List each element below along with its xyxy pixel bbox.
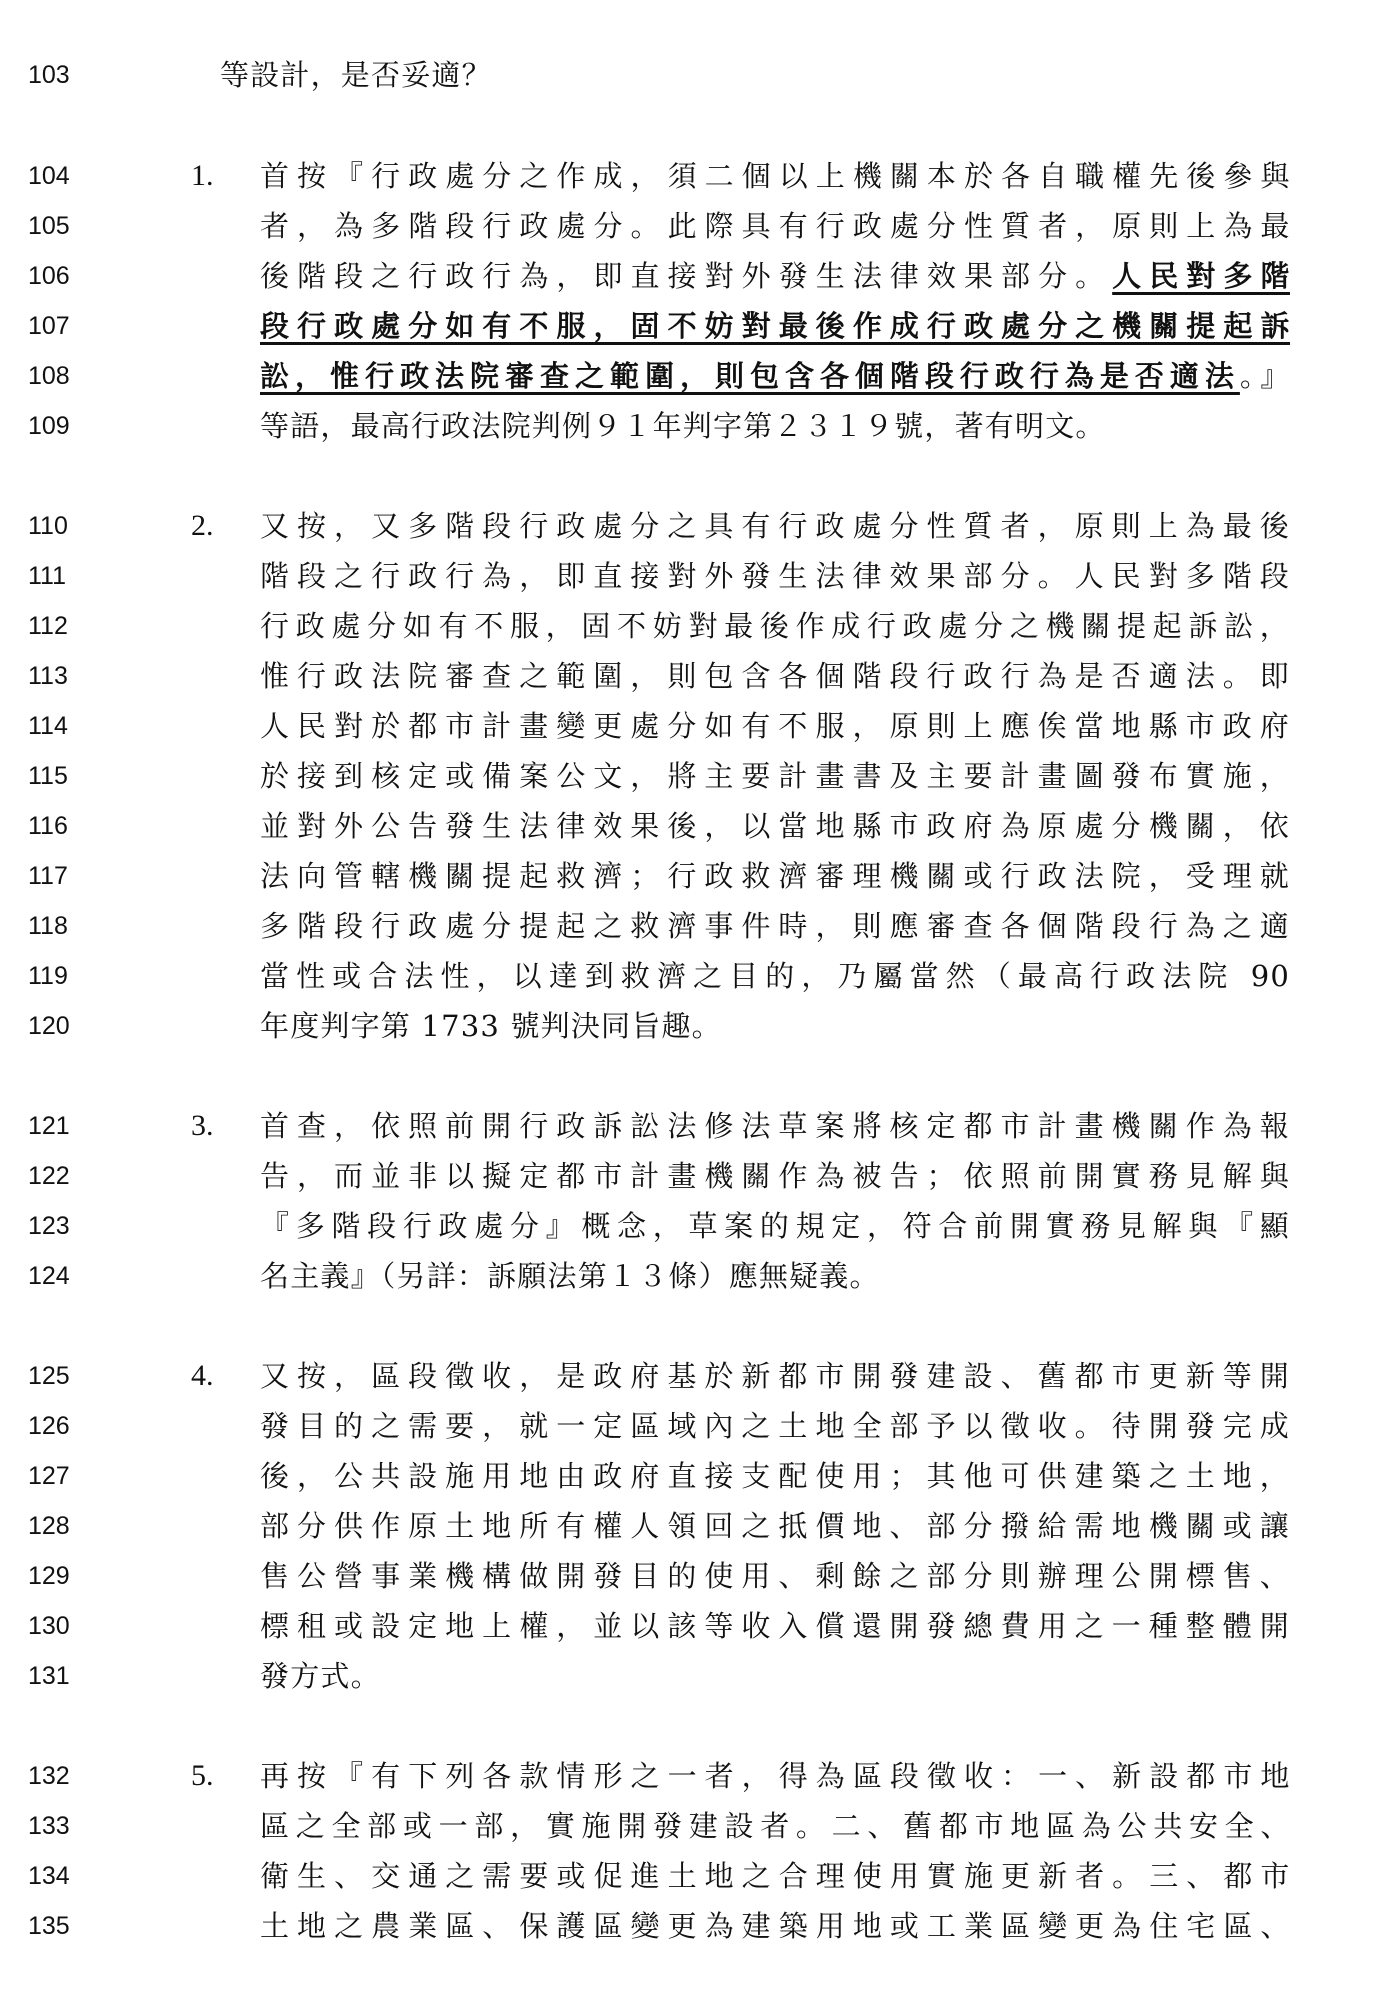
line-number: 115	[28, 762, 68, 790]
document-line	[0, 701, 1379, 751]
text-run: 年度判字第 1733 號判決同旨趣。	[260, 1009, 722, 1043]
line-text	[220, 50, 1250, 100]
text-run: 法向管轄機關提起救濟；行政救濟審理機關或行政法院，受理就	[260, 859, 1290, 893]
text-run: 售公營事業機構做開發目的使用、剩餘之部分則辦理公開標售、	[260, 1559, 1290, 1593]
line-text	[260, 1751, 1290, 1801]
emphasized-text: 段行政處分如有不服，固不妨對最後作成行政處分之機關提起訴	[260, 309, 1290, 343]
text-run: 告，而並非以擬定都市計畫機關作為被告；依照前開實務見解與	[260, 1159, 1290, 1193]
line-text	[260, 251, 1290, 301]
text-run: 首按『行政處分之作成，須二個以上機關本於各自職權先後參與	[260, 159, 1290, 193]
document-line	[0, 1451, 1379, 1501]
line-number: 121	[28, 1112, 70, 1140]
text-run: 行政處分如有不服，固不妨對最後作成行政處分之機關提起訴訟，	[260, 609, 1290, 643]
line-number: 134	[28, 1862, 70, 1890]
line-text	[260, 501, 1290, 551]
text-run: 後階段之行政行為，即直接對外發生法律效果部分。	[260, 259, 1113, 293]
line-text	[260, 751, 1290, 801]
text-run: 又按，又多階段行政處分之具有行政處分性質者，原則上為最後	[260, 509, 1290, 543]
list-marker: 5.	[191, 1759, 214, 1792]
list-marker: 1.	[191, 159, 214, 192]
line-text	[260, 1501, 1290, 1551]
document-line	[0, 1001, 1379, 1051]
line-text	[260, 401, 1290, 451]
emphasized-text: 訟，惟行政法院審查之範圍，則包含各個階段行政行為是否適法	[260, 359, 1240, 393]
line-text	[260, 1351, 1290, 1401]
text-run: 土地之農業區、保護區變更為建築用地或工業區變更為住宅區、	[260, 1909, 1290, 1943]
text-run: 並對外公告發生法律效果後，以當地縣市政府為原處分機關，依	[260, 809, 1290, 843]
line-number: 135	[28, 1912, 70, 1940]
document-line	[0, 1351, 1379, 1401]
text-run: 區之全部或一部，實施開發建設者。二、舊都市地區為公共安全、	[260, 1809, 1290, 1843]
line-number: 119	[28, 962, 68, 990]
text-run: 階段之行政行為，即直接對外發生法律效果部分。人民對多階段	[260, 559, 1290, 593]
document-line	[0, 351, 1379, 401]
line-text	[260, 801, 1290, 851]
document-line	[0, 551, 1379, 601]
line-text	[260, 1901, 1290, 1951]
line-number: 124	[28, 1262, 70, 1290]
document-line	[0, 1601, 1379, 1651]
line-number: 125	[28, 1362, 70, 1390]
line-text	[260, 1201, 1290, 1251]
document-line	[0, 751, 1379, 801]
document-line	[0, 1201, 1379, 1251]
document-line	[0, 1551, 1379, 1601]
line-text	[260, 951, 1290, 1001]
line-number: 104	[28, 162, 70, 190]
document-line	[0, 801, 1379, 851]
document-line	[0, 1801, 1379, 1851]
text-run: 。』	[1239, 359, 1290, 393]
document-line	[0, 601, 1379, 651]
line-text	[260, 601, 1290, 651]
document-line	[0, 50, 1379, 100]
line-number: 129	[28, 1562, 70, 1590]
text-run: 後，公共設施用地由政府直接支配使用；其他可供建築之土地，	[260, 1459, 1290, 1493]
line-text	[260, 1601, 1290, 1651]
text-run: 衛生、交通之需要或促進土地之合理使用實施更新者。三、都市	[260, 1859, 1290, 1893]
line-number: 131	[28, 1662, 70, 1690]
document-line	[0, 1101, 1379, 1151]
line-number: 106	[28, 262, 70, 290]
text-run: 者，為多階段行政處分。此際具有行政處分性質者，原則上為最	[260, 209, 1290, 243]
text-run: 部分供作原土地所有權人領回之抵價地、部分撥給需地機關或讓	[260, 1509, 1290, 1543]
text-run: 人民對於都市計畫變更處分如有不服，原則上應俟當地縣市政府	[260, 709, 1290, 743]
document-line	[0, 1651, 1379, 1701]
line-text	[260, 1651, 1290, 1701]
line-number: 108	[28, 362, 70, 390]
line-number: 105	[28, 212, 70, 240]
text-run: 首查，依照前開行政訴訟法修法草案將核定都市計畫機關作為報	[260, 1109, 1290, 1143]
line-text	[260, 701, 1290, 751]
document-line	[0, 1851, 1379, 1901]
list-marker: 4.	[191, 1359, 214, 1392]
text-run: 名主義』（另詳：訴願法第１３條）應無疑義。	[260, 1259, 880, 1293]
line-text	[260, 301, 1290, 351]
line-text	[260, 1251, 1290, 1301]
line-text	[260, 1801, 1290, 1851]
document-line	[0, 501, 1379, 551]
line-text	[260, 901, 1290, 951]
list-marker: 2.	[191, 509, 214, 542]
line-text	[260, 1851, 1290, 1901]
document-line	[0, 901, 1379, 951]
document-line	[0, 251, 1379, 301]
line-text	[260, 1551, 1290, 1601]
line-text	[260, 1401, 1290, 1451]
line-number: 113	[28, 662, 68, 690]
line-text	[260, 1001, 1290, 1051]
line-number: 123	[28, 1212, 70, 1240]
document-line	[0, 851, 1379, 901]
document-line	[0, 151, 1379, 201]
text-run: 『多階段行政處分』概念，草案的規定，符合前開實務見解與『顯	[260, 1209, 1290, 1243]
line-text	[260, 351, 1290, 401]
line-number: 128	[28, 1512, 70, 1540]
line-number: 112	[28, 612, 68, 640]
document-line	[0, 201, 1379, 251]
document-line	[0, 1401, 1379, 1451]
line-text	[260, 851, 1290, 901]
line-number: 130	[28, 1612, 70, 1640]
line-text	[260, 151, 1290, 201]
text-run: 標租或設定地上權，並以該等收入償還開發總費用之一種整體開	[260, 1609, 1290, 1643]
line-number: 122	[28, 1162, 70, 1190]
line-text	[260, 551, 1290, 601]
line-number: 126	[28, 1412, 70, 1440]
line-number: 132	[28, 1762, 70, 1790]
line-number: 116	[28, 812, 68, 840]
line-number: 103	[28, 61, 70, 89]
document-line	[0, 1901, 1379, 1951]
line-number: 114	[28, 712, 68, 740]
line-text	[260, 1101, 1290, 1151]
line-number: 117	[28, 862, 68, 890]
emphasized-text: 人民對多階	[1112, 259, 1290, 293]
line-number: 110	[28, 512, 68, 540]
document-line	[0, 1151, 1379, 1201]
document-line	[0, 401, 1379, 451]
document-line	[0, 301, 1379, 351]
list-marker: 3.	[191, 1109, 214, 1142]
text-run: 當性或合法性，以達到救濟之目的，乃屬當然（最高行政法院 90	[260, 959, 1290, 993]
document-line	[0, 1501, 1379, 1551]
document-line	[0, 1251, 1379, 1301]
line-number: 127	[28, 1462, 70, 1490]
line-number: 118	[28, 912, 68, 940]
text-run: 等語，最高行政法院判例９１年判字第２３１９號，著有明文。	[260, 409, 1106, 443]
line-text	[260, 1151, 1290, 1201]
line-number: 109	[28, 412, 70, 440]
text-run: 等設計，是否妥適？	[220, 58, 492, 92]
text-run: 發方式。	[260, 1659, 381, 1693]
line-number: 111	[28, 562, 67, 590]
text-run: 發目的之需要，就一定區域內之土地全部予以徵收。待開發完成	[260, 1409, 1290, 1443]
line-text	[260, 651, 1290, 701]
document-line	[0, 651, 1379, 701]
text-run: 再按『有下列各款情形之一者，得為區段徵收：一、新設都市地	[260, 1759, 1290, 1793]
text-run: 多階段行政處分提起之救濟事件時，則應審查各個階段行為之適	[260, 909, 1290, 943]
text-run: 又按，區段徵收，是政府基於新都市開發建設、舊都市更新等開	[260, 1359, 1290, 1393]
document-line	[0, 1751, 1379, 1801]
line-number: 107	[28, 312, 70, 340]
line-number: 120	[28, 1012, 70, 1040]
text-run: 於接到核定或備案公文，將主要計畫書及主要計畫圖發布實施，	[260, 759, 1290, 793]
document-line	[0, 951, 1379, 1001]
line-text	[260, 1451, 1290, 1501]
line-number: 133	[28, 1812, 70, 1840]
line-text	[260, 201, 1290, 251]
text-run: 惟行政法院審查之範圍，則包含各個階段行政行為是否適法。即	[260, 659, 1290, 693]
